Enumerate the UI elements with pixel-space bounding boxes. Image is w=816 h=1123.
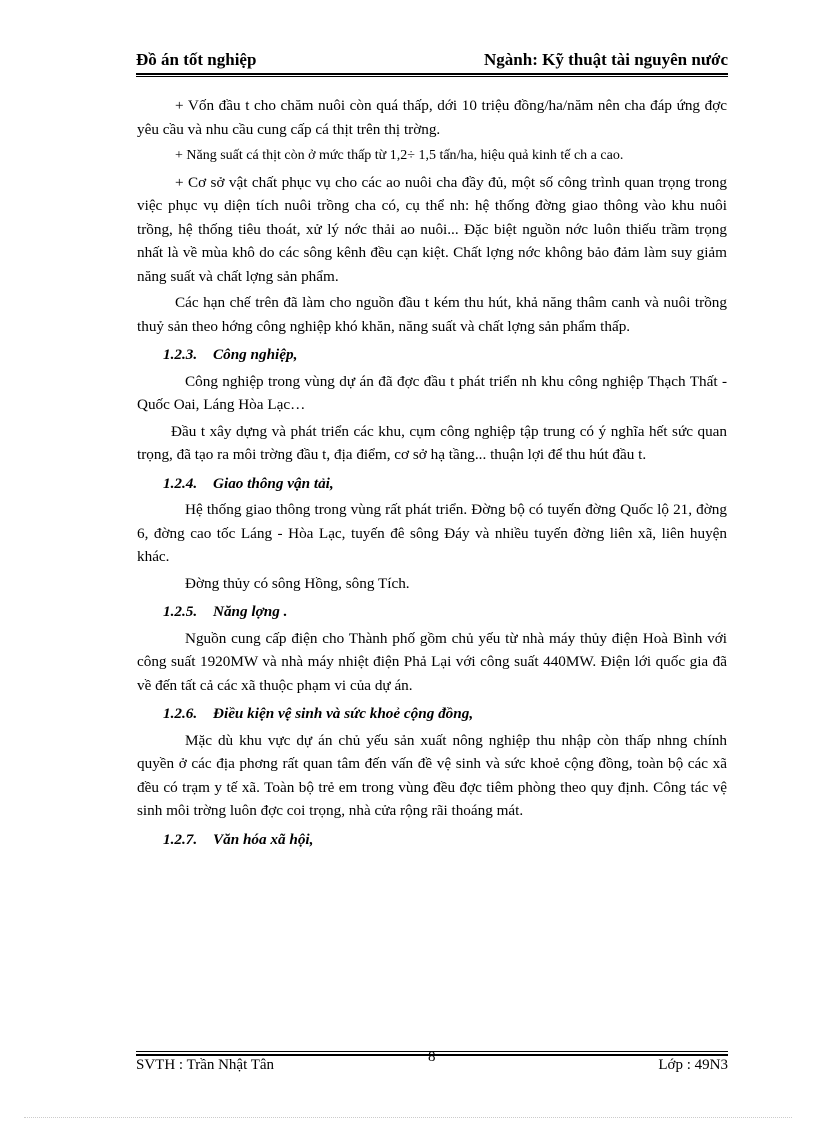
paragraph: Nguồn cung cấp điện cho Thành phố gồm chủ yếu từ nhà máy thủy điện Hoà Bình với công suất 1920MW và nhà máy nhiệt điện Phả Lại với công suất 440MW. Điện lới quốc gia đã về đến tất cả các xã thuộc phạm vi của dự án. <box>137 629 727 694</box>
section-heading <box>163 343 727 367</box>
paragraph: Công nghiệp trong vùng dự án đã đợc đầu t phát triển nh khu công nghiệp Thạch Thất - Quốc Oai, Láng Hòa Lạc… <box>137 372 727 413</box>
section-title: Giao thông vận tải, <box>213 474 334 492</box>
section-heading <box>163 600 727 624</box>
body-content <box>137 94 727 854</box>
paragraph: + Năng suất cá thịt còn ở mức thấp từ 1,2÷ 1,5 tấn/ha, hiệu quả kinh tế ch a cao. <box>175 148 624 163</box>
paragraph: Đầu t xây dựng và phát triển các khu, cụm công nghiệp tập trung có ý nghĩa hết sức quan trọng, đã tạo ra môi trờng đầu t, địa điểm, cơ sở hạ tầng... thuận lợi để thu hút đầu t. <box>137 422 727 463</box>
paragraph: + Vốn đầu t cho chăm nuôi còn quá thấp, dới 10 triệu đồng/ha/năm nên cha đáp ứng đợc yêu cầu và nhu cầu cung cấp cá thịt trên thị trờng. <box>137 97 727 138</box>
section-title: Văn hóa xã hội, <box>213 830 314 848</box>
section-heading <box>163 702 727 726</box>
section-number: 1.2.5. <box>163 603 198 620</box>
paragraph: Hệ thống giao thông trong vùng rất phát triển. Đờng bộ có tuyến đờng Quốc lộ 21, đờng 6, đờng cao tốc Láng - Hòa Lạc, tuyến đê sông Đáy và nhiều tuyến đờng liên xã, liên huyện khác. <box>137 501 727 565</box>
paragraph: Mặc dù khu vực dự án chủ yếu sản xuất nông nghiệp thu nhập còn thấp nhng chính quyền ở các địa phơng rất quan tâm đến vấn đề vệ sinh và sức khoẻ cộng đồng, toàn bộ các xã đều có trạm y tế xã. Toàn bộ trẻ em trong vùng đều đợc tiêm phòng theo quy định. Công tác vệ sinh môi trờng luôn đợc coi trọng, nhà cửa rộng rãi thoáng mát. <box>137 731 727 819</box>
header-rule-thin <box>136 76 728 77</box>
paragraph: Đờng thủy có sông Hồng, sông Tích. <box>185 574 410 592</box>
footer-student: SVTH : Trần Nhật Tân <box>136 1057 275 1073</box>
section-number: 1.2.6. <box>163 705 198 722</box>
section-heading <box>163 828 727 852</box>
page-edge <box>24 1117 792 1118</box>
header-rule <box>136 73 728 75</box>
page-header <box>136 50 728 72</box>
section-heading <box>163 472 727 496</box>
section-number: 1.2.4. <box>163 474 198 492</box>
header-thesis-title: Đồ án tốt nghiệp <box>136 50 257 69</box>
section-title: Năng lợng . <box>213 603 288 620</box>
page-number: 8 <box>428 1049 436 1065</box>
section-number: 1.2.7. <box>163 830 198 848</box>
paragraph: Các hạn chế trên đã làm cho nguồn đầu t kém thu hút, khả năng thâm canh và nuôi trồng thuỷ sản theo hớng công nghiệp khó khăn, năng suất và chất lợng sản phẩm thấp. <box>137 294 727 335</box>
paragraph: + Cơ sở vật chất phục vụ cho các ao nuôi cha đầy đủ, một số công trình quan trọng trong việc phục vụ diện tích nuôi trồng cha có, cụ thể nh: hệ thống đờng giao thông vào khu nuôi trồng, hệ thống tiêu thoát, xử lý nớc thải ao nuôi... Đặc biệt nguồn nớc luôn thiếu trầm trọng nhất là về mùa khô do các sông kênh đều cạn kiệt. Chất lợng nớc không bảo đảm làm suy giảm năng suất và chất lợng sản phẩm. <box>137 173 727 285</box>
section-number: 1.2.3. <box>163 346 198 363</box>
header-major: Ngành: Kỹ thuật tài nguyên nước <box>484 50 728 69</box>
footer-class: Lớp : 49N3 <box>658 1057 728 1073</box>
section-title: Điều kiện vệ sinh và sức khoẻ cộng đồng, <box>213 705 474 722</box>
section-title: Công nghiệp, <box>213 346 298 363</box>
